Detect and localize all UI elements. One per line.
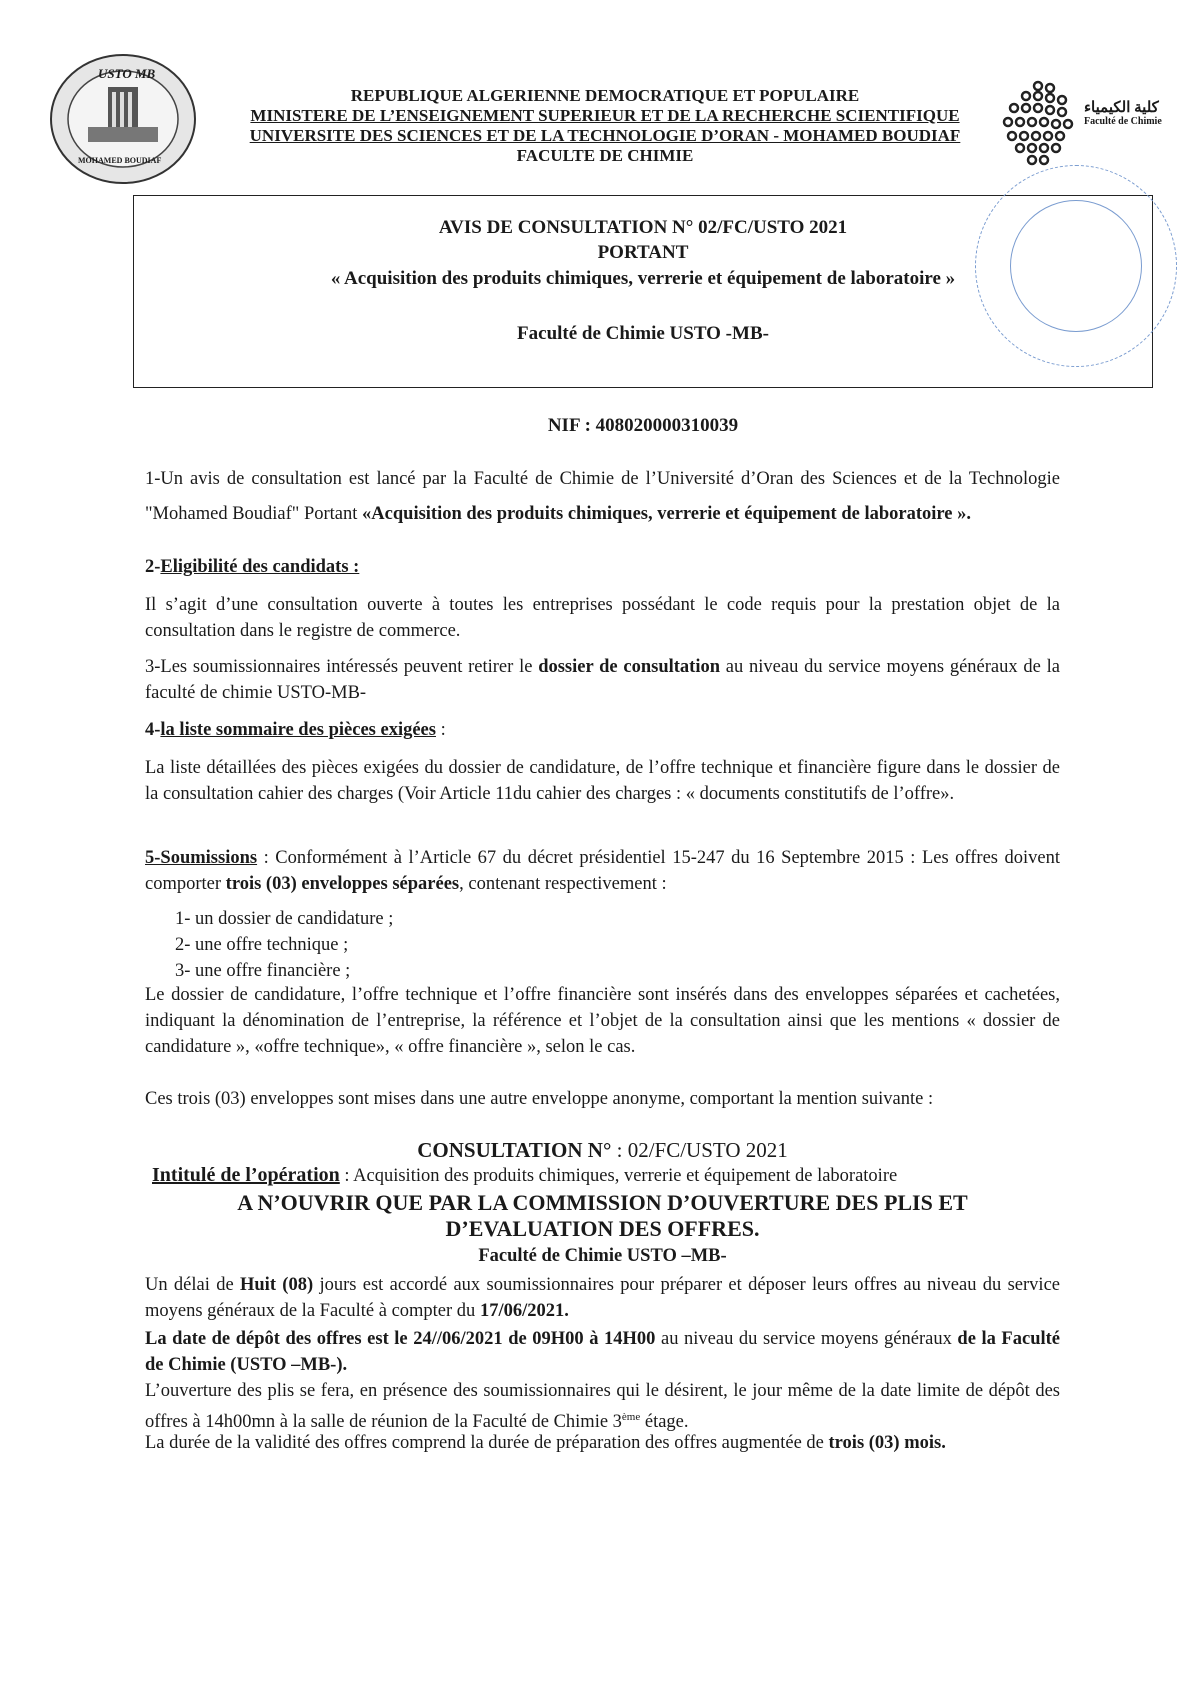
depot-paragraph: La date de dépôt des offres est le 24//06/2021 de 09H00 à 14H00 au niveau du service moyens généraux de la Faculté de Chimie (USTO –MB-). <box>145 1329 1060 1375</box>
title-portant: PORTANT <box>597 242 689 263</box>
title-avis: AVIS DE CONSULTATION N° 02/FC/USTO 2021 <box>438 217 848 238</box>
section-2-title: Eligibilité des candidats : <box>160 557 360 577</box>
right-logo-french: Faculté de Chimie <box>1084 116 1162 127</box>
section-5: 5-Soumissions : Conformément à l’Article 67 du décret présidentiel 15-247 du 16 Septembre 2015 : Les offres doivent comporter trois (03) enveloppes séparées, contenant respectivement : <box>145 848 1060 894</box>
depot-date: La date de dépôt des offres est le 24//06/2021 de 09H00 à 14H00 <box>145 1329 656 1349</box>
university-seal-logo <box>48 52 198 187</box>
section-5-paragraph-2: Ces trois (03) enveloppes sont mises dans une autre enveloppe anonyme, comportant la mention suivante : <box>145 1089 934 1109</box>
section-5-paragraph-1: Le dossier de candidature, l’offre technique et l’offre financière sont insérés dans des enveloppes séparées et cachetées, indiquant la dénomination de l’entreprise, la référence et l’objet de la consultation ainsi que les mentions « dossier de candidature », «offre technique», « offre financière », selon le cas. <box>145 985 1060 1057</box>
nif-number: NIF : 408020000310039 <box>547 415 739 436</box>
envelope-faculty: Faculté de Chimie USTO –MB- <box>478 1246 727 1266</box>
section-5-title: 5-Soumissions <box>145 848 258 868</box>
section-3: 3-Les soumissionnaires intéressés peuvent retirer le dossier de consultation au niveau du service moyens généraux de la faculté de chimie USTO-MB- <box>145 657 1060 703</box>
seal-text-top: USTO MB <box>98 66 156 81</box>
section-5-envelopes: trois (03) enveloppes séparées <box>225 874 460 894</box>
title-object: « Acquisition des produits chimiques, verrerie et équipement de laboratoire » <box>330 268 956 289</box>
header-faculty: FACULTE DE CHIMIE <box>516 146 694 165</box>
header-ministry: MINISTERE DE L’ENSEIGNEMENT SUPERIEUR ET DE LA RECHERCHE SCIENTIFIQUE <box>250 106 960 125</box>
title-faculty: Faculté de Chimie USTO -MB- <box>517 323 769 344</box>
section-2-text: Il s’agit d’une consultation ouverte à toutes les entreprises possédant le code requis pour la prestation objet de la consultation dans le registre de commerce. <box>145 595 1060 641</box>
section-4-title: la liste sommaire des pièces exigées <box>160 720 436 740</box>
section-1 <box>145 462 1060 532</box>
list-item: 1- un dossier de candidature ; <box>175 909 394 929</box>
section-1-text: 1-Un avis de consultation est lancé par la Faculté de Chimie de l’Université d’Oran des Sciences et de la Technologie "Mohamed Boudiaf" Portant <box>145 469 1060 524</box>
official-stamp-inner <box>1010 200 1142 332</box>
header-republic: REPUBLIQUE ALGERIENNE DEMOCRATIQUE ET POPULAIRE <box>350 86 860 105</box>
envelope-intitule: Intitulé de l’opération : Acquisition des produits chimiques, verrerie et équipement de laboratoire <box>152 1164 898 1186</box>
section-1-object: «Acquisition des produits chimiques, verrerie et équipement de laboratoire ». <box>362 504 971 524</box>
envelope-warning-2: D’EVALUATION DES OFFRES. <box>445 1216 760 1241</box>
ouverture-paragraph: L’ouverture des plis se fera, en présence des soumissionnaires qui le désirent, le jour même de la date limite de dépôt des offres à 14h00mn à la salle de réunion de la Faculté de Chimie 3ème étage. <box>145 1381 1060 1433</box>
section-2-heading: 2-Eligibilité des candidats : <box>145 557 360 577</box>
delai-paragraph: Un délai de Huit (08) jours est accordé aux soumissionnaires pour préparer et déposer leurs offres au niveau du service moyens généraux de la Faculté à compter du 17/06/2021. <box>145 1275 1060 1321</box>
section-4-text: La liste détaillées des pièces exigées du dossier de candidature, de l’offre technique et financière figure dans le dossier de la consultation cahier des charges (Voir Article 11du cahier des charges : « documents constitutifs de l’offre». <box>145 758 1060 804</box>
envelope-consultation: CONSULTATION N° : 02/FC/USTO 2021 <box>417 1138 788 1162</box>
faculty-chemistry-logo <box>998 78 1178 168</box>
delai-date: 17/06/2021. <box>479 1301 569 1321</box>
header-university: UNIVERSITE DES SCIENCES ET DE LA TECHNOLOGIE D’ORAN - MOHAMED BOUDIAF <box>249 126 961 145</box>
seal-text-bottom: MOHAMED BOUDIAF <box>78 156 162 165</box>
section-4-heading: 4-la liste sommaire des pièces exigées : <box>145 720 446 740</box>
envelope-warning-1: A N’OUVRIR QUE PAR LA COMMISSION D’OUVERTURE DES PLIS ET <box>237 1190 968 1215</box>
list-item: 3- une offre financière ; <box>175 961 351 981</box>
validite-paragraph: La durée de la validité des offres comprend la durée de préparation des offres augmentée de trois (03) mois. <box>145 1433 946 1453</box>
list-item: 2- une offre technique ; <box>175 935 349 955</box>
right-logo-arabic: كلية الكيمياء <box>1084 100 1159 116</box>
section-3-dossier: dossier de consultation <box>538 657 721 677</box>
